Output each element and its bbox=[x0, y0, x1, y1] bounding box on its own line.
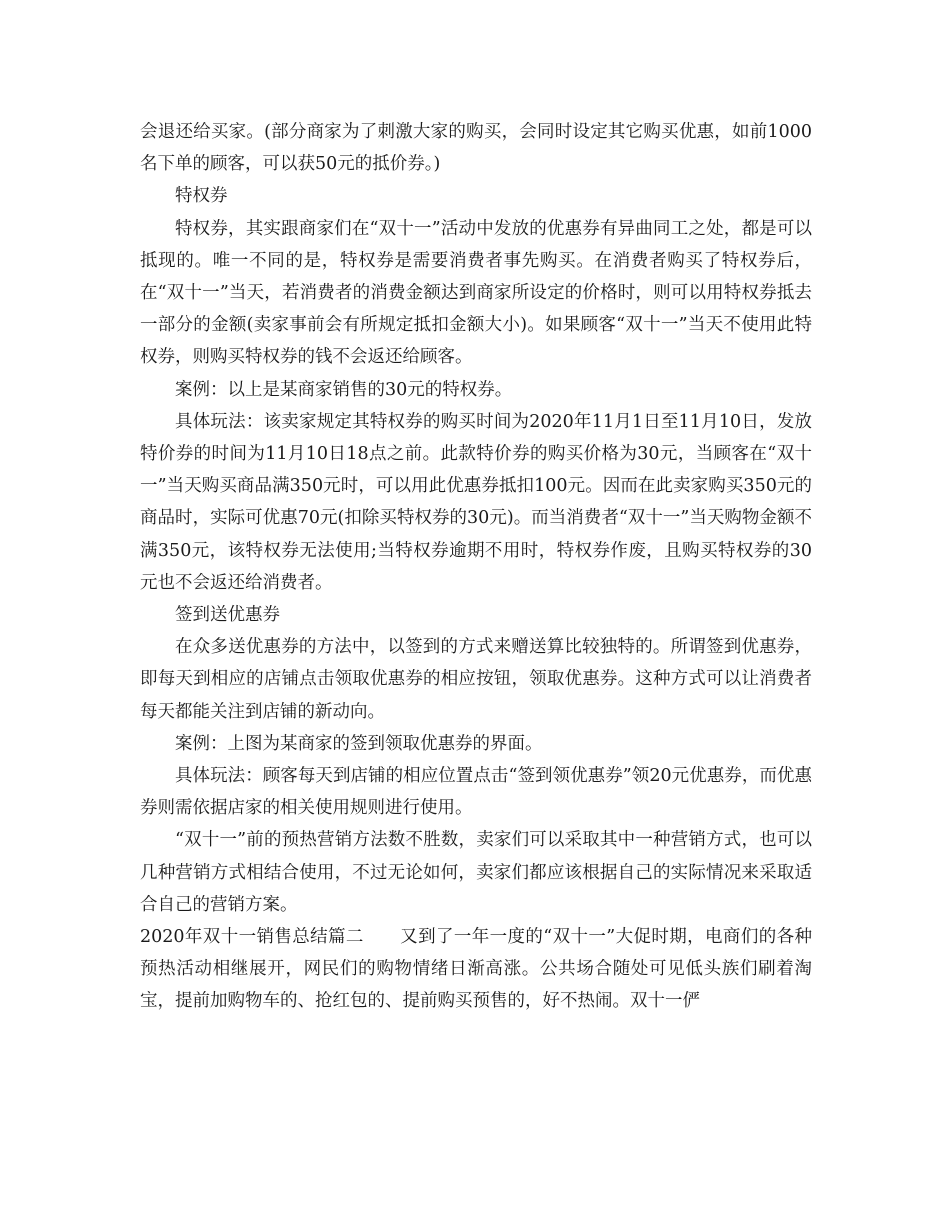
heading-sign-in-coupon: 签到送优惠券 bbox=[175, 605, 280, 626]
paragraph-gameplay-1: 具体玩法：该卖家规定其特权券的购买时间为2020年11月1日至11月10日，发放特价券的时间为11月10日18点之前。此款特价券的购买价格为30元，当顾客在“双十一”当天购买商品满350元时，可以用此优惠券抵扣100元。因而在此卖家购买350元的商品时，实际可优惠70元(扣除买特权券的30元)。而当消费者“双十一”当天购物金额不满350元，该特权券无法使用;当特权券逾期不用时，特权券作废，且购买特权券的30元也不会返还给消费者。 bbox=[140, 411, 812, 593]
paragraph-summary: “双十一”前的预热营销方法数不胜数，卖家们可以采取其中一种营销方式，也可以几种营销方式相结合使用，不过无论如何，卖家们都应该根据自己的实际情况来采取适合自己的营销方案。 bbox=[140, 830, 812, 915]
paragraph-gameplay-2: 具体玩法：顾客每天到店铺的相应位置点击“签到领优惠券”领20元优惠券，而优惠券则需依据店家的相关使用规则进行使用。 bbox=[140, 766, 812, 819]
section-text: 又到了一年一度的“双十一”大促时期，电商们的各种预热活动相继展开，网民们的购物情绪日渐高涨。公共场合随处可见低头族们刷着淘宝，提前加购物车的、抢红包的、提前购买预售的，好不热闹。双十一俨 bbox=[140, 927, 812, 1012]
paragraph-case-1: 案例：以上是某商家销售的30元的特权券。 bbox=[175, 379, 513, 400]
paragraph-case-2: 案例：上图为某商家的签到领取优惠券的界面。 bbox=[175, 733, 543, 754]
paragraph-sign-in-coupon: 在众多送优惠券的方法中，以签到的方式来赠送算比较独特的。所谓签到优惠券，即每天到相应的店铺点击领取优惠券的相应按钮，领取优惠券。这种方式可以让消费者每天都能关注到店铺的新动向。 bbox=[140, 637, 812, 722]
section-two bbox=[140, 921, 812, 1018]
section-title: 2020年双十一销售总结篇二 bbox=[140, 927, 364, 948]
paragraph-privilege-coupon: 特权券，其实跟商家们在“双十一”活动中发放的优惠券有异曲同工之处，都是可以抵现的。唯一不同的是，特权券是需要消费者事先购买。在消费者购买了特权券后，在“双十一”当天，若消费者的消费金额达到商家所设定的价格时，则可以用特权券抵去一部分的金额(卖家事前会有所规定抵扣金额大小)。如果顾客“双十一”当天不使用此特权券，则购买特权券的钱不会返还给顾客。 bbox=[140, 218, 812, 368]
document-body bbox=[140, 116, 812, 1018]
heading-privilege-coupon: 特权券 bbox=[175, 186, 228, 207]
paragraph-refund-note: 会退还给买家。(部分商家为了刺激大家的购买，会同时设定其它购买优惠，如前1000名下单的顾客，可以获50元的抵价券。) bbox=[140, 122, 812, 175]
